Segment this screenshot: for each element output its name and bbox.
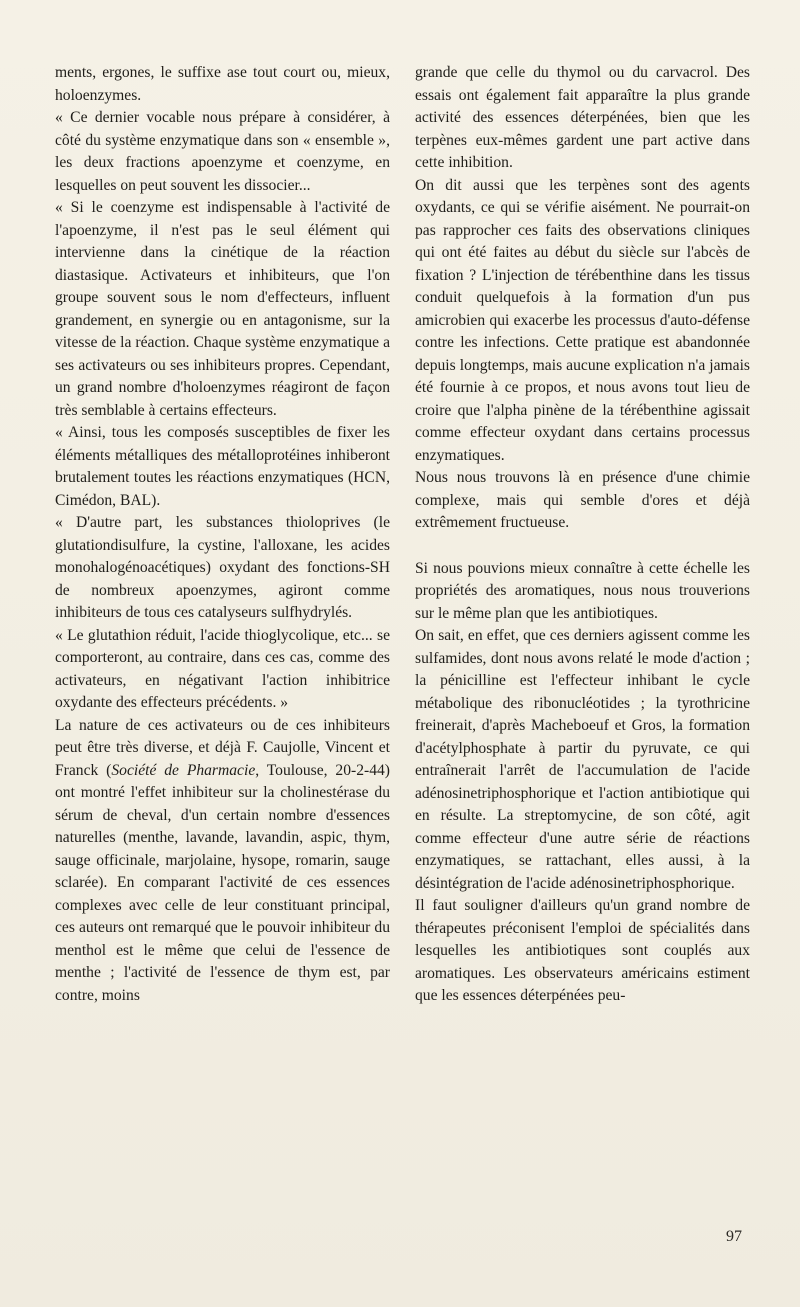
paragraph-text: , Toulouse, 20-2-44) ont montré l'effet inhibiteur sur la cholinestérase du sérum de cheval, d'un certain nombre d'essences naturelles (menthe, lavande, lavandin, aspic, thym, sauge officinale, marjolaine, hysope, romarin, sauge sclarée). En comparant l'activité de ces essences complexes avec celle de leur constituant principal, ces auteurs ont remarqué que le pouvoir inhibiteur du menthol est le même que celui de l'essence de menthe ; l'activité de l'essence de thym est, par contre, moins [55,761,390,1004]
paragraph: « Ainsi, tous les composés susceptibles de fixer les éléments métalliques des métalloprotéines inhiberont brutalement toutes les réactions enzymatiques (HCN, Cimédon, BAL). [55,424,390,509]
page-number: 97 [726,1228,742,1245]
paragraph: ments, ergones, le suffixe ase tout court ou, mieux, holoenzymes. [55,64,390,104]
paragraph-text: La nature de ces activateurs ou de ces inhibiteurs peut être très diverse, et déjà F. Caujolle, Vincent et Franck ( [55,716,390,779]
paragraph: « Le glutathion réduit, l'acide thioglycolique, etc... se comporteront, au contraire, dans ces cas, comme des activateurs, en négativant l'action inhibitrice oxydante des effecteurs précédents. » [55,626,390,711]
paragraph: Il faut souligner d'ailleurs qu'un grand nombre de thérapeutes préconisent l'emploi de spécialités dans lesquelles les antibiotiques sont couplés aux aromatiques. Les observateurs américains estiment que les essences déterpénées peu- [415,897,750,1004]
left-column [55,62,390,1007]
paragraph: On dit aussi que les terpènes sont des agents oxydants, ce qui se vérifie aisément. Ne pourrait-on pas rapprocher ces faits des observations cliniques qui ont été faites au début du siècle sur l'abcès de fixation ? L'injection de térébenthine dans les tissus conduit quelquefois à la formation d'un pus amicrobien qui exacerbe les processus d'auto-défense contre les infections. Cette pratique est abandonnée depuis longtemps, mais aucune explication n'a jamais été fournie à ce propos, et nous avons tout lieu de croire que l'alpha pinène de la térébenthine agissait comme effecteur oxydant dans certains processus enzymatiques. [415,176,750,464]
citation-journal: Société de Pharmacie [111,761,256,779]
paragraph: Si nous pouvions mieux connaître à cette échelle les propriétés des aromatiques, nous nous trouverions sur le même plan que les antibiotiques. [415,559,750,622]
paragraph: grande que celle du thymol ou du carvacrol. Des essais ont également fait apparaître la plus grande activité des essences déterpénées, bien que les terpènes eux-mêmes gardent une part active dans cette inhibition. [415,64,750,171]
paragraph: « Ce dernier vocable nous prépare à considérer, à côté du système enzymatique dans son « ensemble », les deux fractions apoenzyme et coenzyme, en lesquelles on peut souvent les dissocier... [55,109,390,194]
paragraph: On sait, en effet, que ces derniers agissent comme les sulfamides, dont nous avons relaté le mode d'action ; la pénicilline est l'effecteur inhibant le cycle métabolique des ribonucléotides ; la tyrothricine freinerait, d'après Macheboeuf et Gros, la formation d'acétylphosphate à partir du pyruvate, ce qui entraînerait l'arrêt de l'accumulation de l'acide adénosinetriphosphorique et l'action antibiotique qui en résulte. La streptomycine, de son côté, agit comme effecteur d'une autre série de réactions enzymatiques, se rattachant, elles aussi, à la désintégration de l'acide adénosinetriphosphorique. [415,627,750,892]
paragraph: Nous nous trouvons là en présence d'une chimie complexe, mais qui semble d'ores et déjà extrêmement fructueuse. [415,469,750,531]
paragraph: « D'autre part, les substances thioloprives (le glutationdisulfure, la cystine, l'alloxane, les acides monohalogénoacétiques) oxydant des fonctions-SH de nombreux apoenzymes, agiront comme inhibiteurs de tous ces catalyseurs sulfhydrylés. [55,514,390,621]
right-column [415,62,750,1008]
paragraph [55,715,390,1008]
paragraph: « Si le coenzyme est indispensable à l'activité de l'apoenzyme, il n'est pas le seul élément qui intervienne dans la cinétique de la réaction diastasique. Activateurs et inhibiteurs, que l'on groupe souvent sous le nom d'effecteurs, influent grandement, en synergie ou en antagonisme, sur la vitesse de la réaction. Chaque système enzymatique a ses activateurs ou ses inhibiteurs propres. Cependant, un grand nombre d'holoenzymes réagiront de façon très semblable à certains effecteurs. [55,199,390,419]
